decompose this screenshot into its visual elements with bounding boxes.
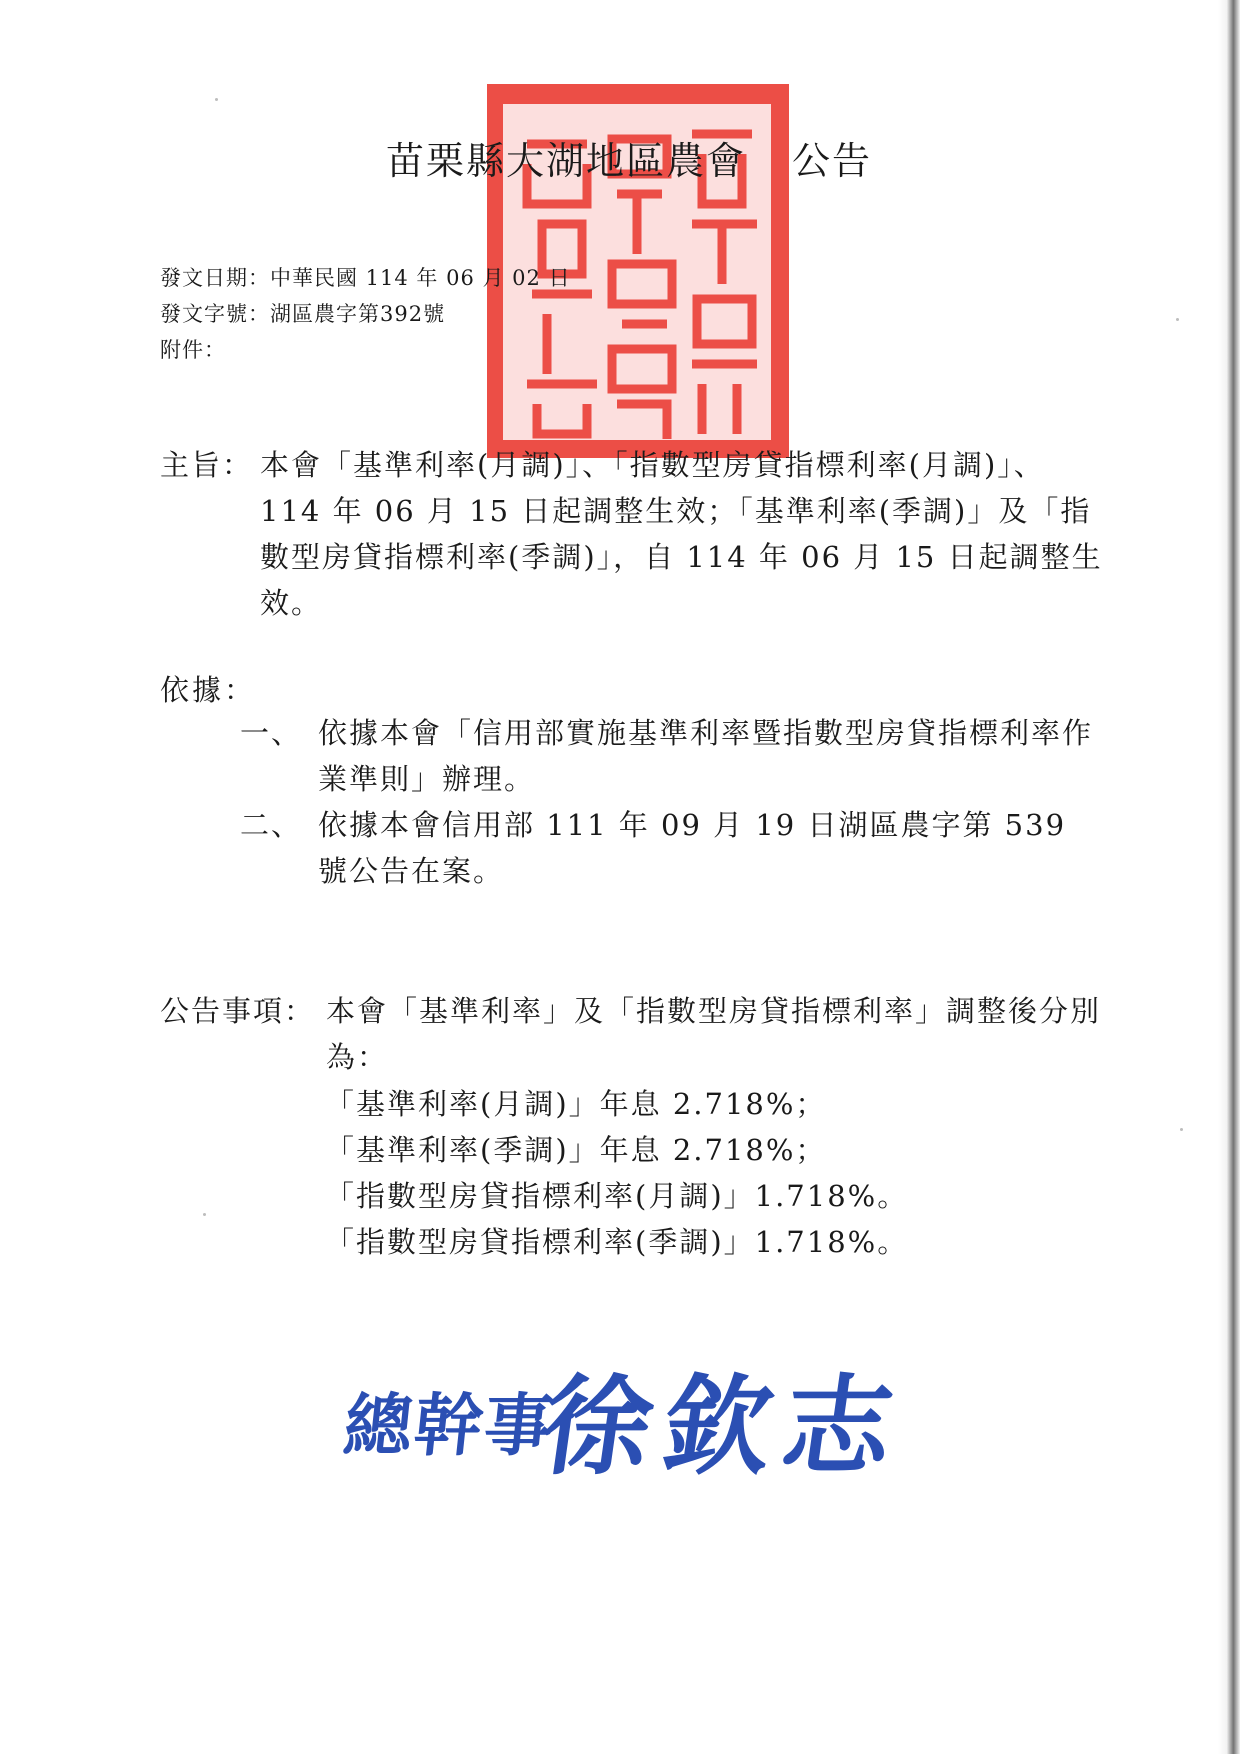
basis-item-number: 一、 bbox=[240, 716, 303, 750]
title-notice: 公告 bbox=[792, 139, 873, 183]
issue-date: 發文日期：中華民國 114 年 06 月 02 日 bbox=[160, 266, 571, 290]
basis-label: 依據： bbox=[160, 673, 257, 707]
signature-name: 徐欽志 bbox=[534, 1364, 913, 1490]
basis-item-text: 依據本會「信用部實施基準利率暨指數型房貸指標利率作業準則」辦理。 bbox=[318, 716, 1094, 796]
attachment-line: 附件： bbox=[160, 338, 226, 362]
subject-text: 本會「基準利率(月調)」、「指數型房貸指標利率(月調)」、114 年 06 月 15 日起調整生效；「基準利率(季調)」及「指數型房貸指標利率(季調)」，自 114 年 06 月 15 日起調整生效。 bbox=[260, 448, 1103, 620]
announcement-intro: 本會「基準利率」及「指數型房貸指標利率」調整後分別為： bbox=[326, 994, 1102, 1074]
signature-stamp bbox=[340, 1330, 913, 1490]
basis-item-text: 依據本會信用部 111 年 09 月 19 日湖區農字第 539 號公告在案。 bbox=[318, 808, 1078, 888]
title-organization: 苗栗縣大湖地區農會 bbox=[386, 139, 747, 183]
subject-label: 主旨： bbox=[160, 448, 254, 482]
scan-edge-shadow bbox=[1218, 0, 1240, 1754]
signature-title: 總幹事 bbox=[340, 1386, 559, 1466]
document-title bbox=[386, 130, 906, 185]
scan-speck bbox=[203, 1213, 206, 1216]
reference-number: 發文字號：湖區農字第392號 bbox=[160, 302, 446, 326]
scan-speck bbox=[215, 98, 218, 101]
rate-line: 「指數型房貸指標利率(月調)」1.718%。 bbox=[325, 1179, 909, 1213]
rate-line: 「基準利率(季調)」年息 2.718%； bbox=[325, 1133, 827, 1167]
rate-line: 「基準利率(月調)」年息 2.718%； bbox=[325, 1087, 827, 1121]
announcement-label: 公告事項： bbox=[160, 994, 316, 1028]
rate-line: 「指數型房貸指標利率(季調)」1.718%。 bbox=[325, 1225, 909, 1259]
basis-item-number: 二、 bbox=[240, 808, 303, 842]
scan-speck bbox=[1176, 318, 1179, 321]
scan-speck bbox=[1180, 1128, 1183, 1131]
